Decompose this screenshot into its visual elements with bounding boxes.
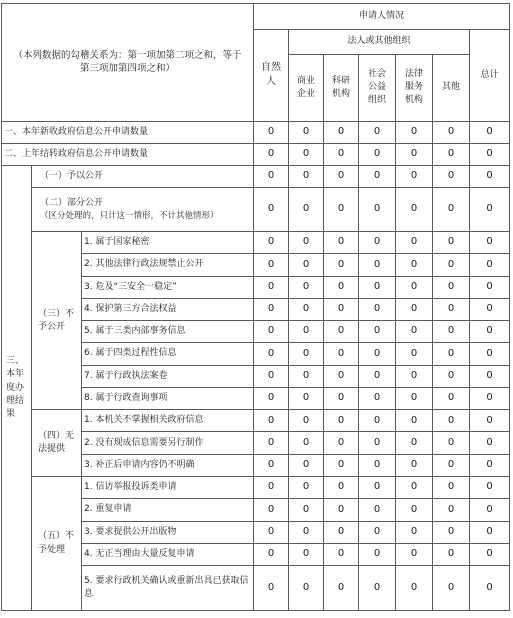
value-cell: 0 [470, 365, 510, 387]
value-cell: 0 [396, 188, 433, 232]
value-cell: 0 [396, 454, 433, 476]
value-cell: 0 [359, 454, 396, 476]
value-cell: 0 [289, 188, 324, 232]
value-cell: 0 [254, 521, 289, 543]
group-not-disclosed: （三）不予公开 [32, 231, 82, 409]
value-cell: 0 [254, 566, 289, 611]
value-cell: 0 [470, 477, 510, 499]
value-cell: 0 [324, 121, 359, 143]
item-label: 3. 要求提供公开出版物 [82, 521, 254, 543]
value-cell: 0 [470, 410, 510, 432]
item-label: 1. 属于国家秘密 [82, 231, 254, 253]
value-cell: 0 [470, 321, 510, 343]
value-cell: 0 [359, 566, 396, 611]
value-cell: 0 [396, 276, 433, 298]
value-cell: 0 [254, 321, 289, 343]
value-cell: 0 [359, 365, 396, 387]
header-social: 社会公益组织 [359, 54, 396, 121]
value-cell: 0 [254, 121, 289, 143]
value-cell: 0 [396, 566, 433, 611]
value-cell: 0 [289, 298, 324, 320]
value-cell: 0 [254, 231, 289, 253]
value-cell: 0 [470, 231, 510, 253]
header-row-1 [2, 4, 510, 30]
value-cell: 0 [396, 143, 433, 165]
value-cell: 0 [433, 166, 470, 188]
value-cell: 0 [470, 121, 510, 143]
value-cell: 0 [359, 477, 396, 499]
value-cell: 0 [433, 521, 470, 543]
value-cell: 0 [324, 521, 359, 543]
value-cell: 0 [289, 387, 324, 409]
value-cell: 0 [324, 365, 359, 387]
value-cell: 0 [254, 254, 289, 276]
value-cell: 0 [324, 298, 359, 320]
value-cell: 0 [359, 499, 396, 521]
header-applicant: 申请人情况 [254, 4, 510, 30]
group-partial-title: （二）部分公开 [40, 197, 104, 208]
table-note: （本列数据的勾稽关系为：第一项加第二项之和，等于第三项加第四项之和） [2, 4, 254, 122]
value-cell: 0 [254, 276, 289, 298]
value-cell: 0 [359, 231, 396, 253]
value-cell: 0 [470, 454, 510, 476]
value-cell: 0 [289, 231, 324, 253]
value-cell: 0 [396, 231, 433, 253]
value-cell: 0 [433, 543, 470, 565]
row-label-carried-over: 二、上年结转政府信息公开申请数量 [2, 143, 254, 165]
value-cell: 0 [289, 166, 324, 188]
value-cell: 0 [254, 387, 289, 409]
value-cell: 0 [433, 343, 470, 365]
value-cell: 0 [324, 387, 359, 409]
item-label: 4. 保护第三方合法权益 [82, 298, 254, 320]
header-natural: 自然人 [254, 30, 289, 121]
header-legal-service: 法律服务机构 [396, 54, 433, 121]
value-cell: 0 [433, 454, 470, 476]
item-label: 5. 要求行政机关确认或重新出具已获取信息 [82, 566, 254, 611]
value-cell: 0 [289, 321, 324, 343]
value-cell: 0 [254, 298, 289, 320]
value-cell: 0 [433, 499, 470, 521]
value-cell: 0 [324, 543, 359, 565]
value-cell: 0 [433, 143, 470, 165]
value-cell: 0 [359, 432, 396, 454]
item-label: 5. 属于三类内部事务信息 [82, 321, 254, 343]
value-cell: 0 [396, 387, 433, 409]
value-cell: 0 [289, 521, 324, 543]
value-cell: 0 [324, 343, 359, 365]
value-cell: 0 [324, 499, 359, 521]
value-cell: 0 [470, 166, 510, 188]
value-cell: 0 [289, 477, 324, 499]
value-cell: 0 [324, 143, 359, 165]
value-cell: 0 [433, 276, 470, 298]
value-cell: 0 [254, 432, 289, 454]
value-cell: 0 [324, 276, 359, 298]
value-cell: 0 [433, 298, 470, 320]
value-cell: 0 [470, 343, 510, 365]
header-legal-org: 法人或其他组织 [289, 30, 470, 54]
value-cell: 0 [324, 454, 359, 476]
value-cell: 0 [433, 477, 470, 499]
value-cell: 0 [289, 276, 324, 298]
value-cell: 0 [289, 343, 324, 365]
value-cell: 0 [470, 254, 510, 276]
value-cell: 0 [396, 521, 433, 543]
value-cell: 0 [289, 454, 324, 476]
item-label: 6. 属于四类过程性信息 [82, 343, 254, 365]
table-row [2, 121, 510, 143]
value-cell: 0 [324, 188, 359, 232]
value-cell: 0 [433, 432, 470, 454]
value-cell: 0 [254, 188, 289, 232]
value-cell: 0 [433, 231, 470, 253]
table-row [2, 166, 510, 188]
value-cell: 0 [433, 410, 470, 432]
value-cell: 0 [396, 477, 433, 499]
value-cell: 0 [396, 343, 433, 365]
value-cell: 0 [324, 410, 359, 432]
group-partial-disclosure [32, 188, 254, 232]
value-cell: 0 [254, 454, 289, 476]
value-cell: 0 [433, 387, 470, 409]
item-label: 1. 本机关不掌握相关政府信息 [82, 410, 254, 432]
value-cell: 0 [359, 543, 396, 565]
value-cell: 0 [433, 566, 470, 611]
table-row [2, 477, 510, 499]
value-cell: 0 [359, 387, 396, 409]
value-cell: 0 [254, 410, 289, 432]
table-row [2, 410, 510, 432]
item-label: 8. 属于行政查询事项 [82, 387, 254, 409]
value-cell: 0 [433, 121, 470, 143]
value-cell: 0 [359, 166, 396, 188]
value-cell: 0 [396, 432, 433, 454]
group-not-processed: （五）不予处理 [32, 477, 82, 611]
value-cell: 0 [289, 254, 324, 276]
value-cell: 0 [470, 298, 510, 320]
item-label: 2. 没有现成信息需要另行制作 [82, 432, 254, 454]
value-cell: 0 [359, 143, 396, 165]
value-cell: 0 [433, 188, 470, 232]
value-cell: 0 [359, 276, 396, 298]
value-cell: 0 [289, 499, 324, 521]
value-cell: 0 [433, 321, 470, 343]
value-cell: 0 [470, 521, 510, 543]
value-cell: 0 [359, 188, 396, 232]
group-unable-to-provide: （四）无法提供 [32, 410, 82, 477]
item-label: 4. 无正当理由大量反复申请 [82, 543, 254, 565]
value-cell: 0 [396, 321, 433, 343]
value-cell: 0 [289, 121, 324, 143]
value-cell: 0 [396, 410, 433, 432]
value-cell: 0 [289, 566, 324, 611]
value-cell: 0 [324, 166, 359, 188]
value-cell: 0 [324, 254, 359, 276]
value-cell: 0 [254, 365, 289, 387]
value-cell: 0 [324, 477, 359, 499]
item-label: 3. 补正后申请内容仍不明确 [82, 454, 254, 476]
value-cell: 0 [289, 143, 324, 165]
header-research: 科研机构 [324, 54, 359, 121]
value-cell: 0 [254, 166, 289, 188]
value-cell: 0 [470, 499, 510, 521]
table-row [2, 231, 510, 253]
value-cell: 0 [470, 188, 510, 232]
value-cell: 0 [470, 543, 510, 565]
value-cell: 0 [470, 566, 510, 611]
item-label: 2. 重复申请 [82, 499, 254, 521]
value-cell: 0 [359, 254, 396, 276]
value-cell: 0 [254, 143, 289, 165]
value-cell: 0 [396, 254, 433, 276]
value-cell: 0 [324, 321, 359, 343]
section-results-label: 三、本年度办理结果 [2, 166, 32, 611]
value-cell: 0 [359, 121, 396, 143]
value-cell: 0 [254, 543, 289, 565]
value-cell: 0 [324, 566, 359, 611]
item-label: 3. 危及“三安全一稳定” [82, 276, 254, 298]
table-row [2, 188, 510, 232]
group-partial-note: （区分处理的，只计这一情形，不计其他情形） [40, 211, 219, 222]
value-cell: 0 [254, 477, 289, 499]
item-label: 2. 其他法律行政法规禁止公开 [82, 254, 254, 276]
table-row [2, 143, 510, 165]
value-cell: 0 [396, 298, 433, 320]
value-cell: 0 [324, 231, 359, 253]
item-label: 1. 信访举报投诉类申请 [82, 477, 254, 499]
value-cell: 0 [359, 343, 396, 365]
value-cell: 0 [289, 410, 324, 432]
value-cell: 0 [396, 499, 433, 521]
group-full-disclosure: （一）予以公开 [32, 166, 254, 188]
row-label-new-requests: 一、本年新收政府信息公开申请数量 [2, 121, 254, 143]
value-cell: 0 [359, 298, 396, 320]
header-total: 总计 [470, 30, 510, 121]
value-cell: 0 [470, 276, 510, 298]
header-commercial: 商业企业 [289, 54, 324, 121]
value-cell: 0 [396, 543, 433, 565]
value-cell: 0 [470, 143, 510, 165]
value-cell: 0 [289, 432, 324, 454]
value-cell: 0 [359, 410, 396, 432]
value-cell: 0 [359, 321, 396, 343]
value-cell: 0 [433, 365, 470, 387]
value-cell: 0 [433, 254, 470, 276]
value-cell: 0 [470, 387, 510, 409]
header-other: 其他 [433, 54, 470, 121]
value-cell: 0 [396, 365, 433, 387]
value-cell: 0 [289, 543, 324, 565]
value-cell: 0 [289, 365, 324, 387]
value-cell: 0 [396, 166, 433, 188]
value-cell: 0 [470, 432, 510, 454]
value-cell: 0 [254, 343, 289, 365]
item-label: 7. 属于行政执法案卷 [82, 365, 254, 387]
value-cell: 0 [359, 521, 396, 543]
value-cell: 0 [254, 499, 289, 521]
value-cell: 0 [324, 432, 359, 454]
info-disclosure-table [1, 3, 510, 611]
value-cell: 0 [396, 121, 433, 143]
